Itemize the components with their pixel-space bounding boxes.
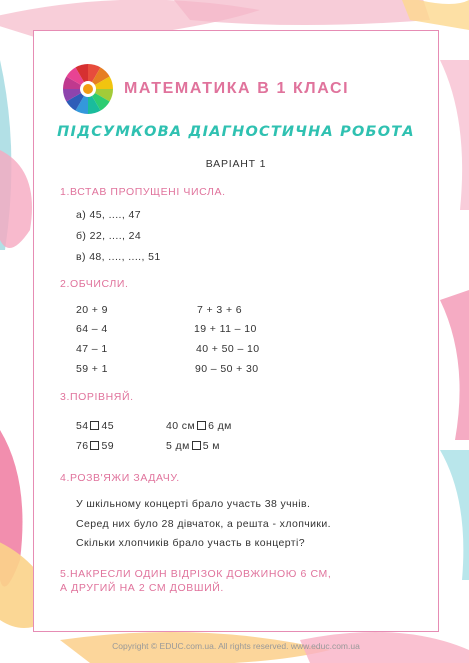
task4-line-1: У шкільному концерті брало участь 38 учнів. — [76, 498, 311, 510]
task2-heading: 2.ОБЧИСЛИ. — [60, 278, 129, 290]
copyright-footer: Copyright © EDUC.com.ua. All rights reserved. www.educ.com.ua — [112, 641, 360, 651]
task2-right-4: 90 – 50 + 30 — [195, 363, 259, 375]
task3-heading: 3.ПОРІВНЯЙ. — [60, 391, 134, 403]
compare-box[interactable] — [90, 441, 99, 450]
task2-left-4: 59 + 1 — [76, 363, 108, 375]
task2-left-3: 47 – 1 — [76, 343, 108, 355]
task4-line-3: Скільки хлопчиків брало участь в концерті? — [76, 537, 305, 549]
colorful-sun-wheel-icon — [62, 63, 114, 115]
task5-heading-line1: 5.НАКРЕСЛИ ОДИН ВІДРІЗОК ДОВЖИНОЮ 6 СМ, — [60, 568, 332, 580]
task2-left-1: 20 + 9 — [76, 304, 108, 316]
task2-right-3: 40 + 50 – 10 — [196, 343, 260, 355]
compare-row1-right: 40 см 6 дм — [166, 420, 232, 432]
compare-row2-left: 76 59 — [76, 440, 114, 452]
task1-heading: 1.ВСТАВ ПРОПУЩЕНІ ЧИСЛА. — [60, 186, 226, 198]
task2-left-2: 64 – 4 — [76, 323, 108, 335]
page-title: МАТЕМАТИКА В 1 КЛАСІ — [124, 80, 350, 97]
compare-box[interactable] — [192, 441, 201, 450]
task2-right-1: 7 + 3 + 6 — [197, 304, 243, 316]
task5-heading-line2: А ДРУГИЙ НА 2 СМ ДОВШИЙ. — [60, 582, 224, 594]
task1-item-a: а) 45, ...., 47 — [76, 209, 141, 221]
compare-row2-right: 5 дм 5 м — [166, 440, 220, 452]
task1-item-c: в) 48, ...., ...., 51 — [76, 251, 161, 263]
task1-item-b: б) 22, ...., 24 — [76, 230, 142, 242]
compare-box[interactable] — [90, 421, 99, 430]
variant-label: ВАРІАНТ 1 — [205, 158, 267, 170]
task4-heading: 4.РОЗВ'ЯЖИ ЗАДАЧУ. — [60, 472, 180, 484]
task4-line-2: Серед них було 28 дівчаток, а решта - хлопчики. — [76, 518, 332, 530]
compare-row1-left: 54 45 — [76, 420, 114, 432]
compare-box[interactable] — [197, 421, 206, 430]
worksheet-subtitle: ПІДСУМКОВА ДІАГНОСТИЧНА РОБОТА — [57, 124, 415, 140]
task2-right-2: 19 + 11 – 10 — [194, 323, 257, 335]
